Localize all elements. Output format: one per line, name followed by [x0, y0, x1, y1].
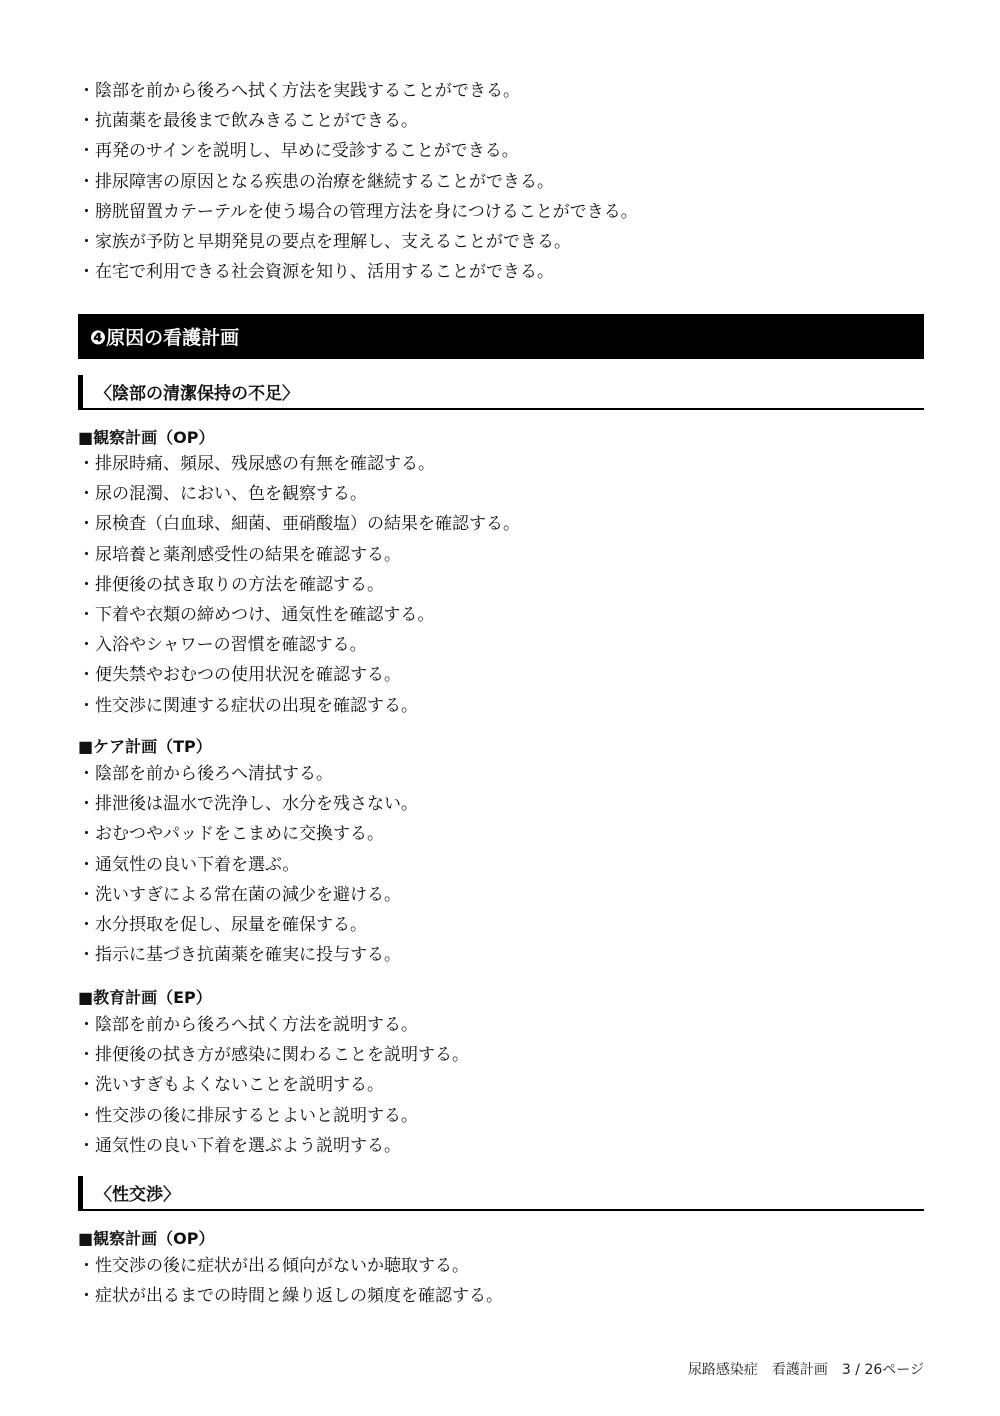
- list-item: ・ おむつやパッドをこまめに交換する。: [78, 819, 418, 849]
- goal-list: [78, 76, 638, 287]
- plan-list-tp: [78, 759, 418, 970]
- list-item: ・ 下着や衣類の締めつけ、通気性を確認する。: [78, 600, 520, 630]
- list-item: ・ 尿検査（白血球、細菌、亜硝酸塩）の結果を確認する。: [78, 509, 520, 539]
- plan-title-op: ■ 観察計画（OP）: [78, 425, 214, 448]
- list-item: ・ 性交渉に関連する症状の出現を確認する。: [78, 691, 520, 721]
- list-item: ・ 抗菌薬を最後まで飲みきることができる。: [78, 106, 638, 136]
- list-item: ・ 尿の混濁、におい、色を観察する。: [78, 479, 520, 509]
- list-item: ・ 排尿時痛、頻尿、残尿感の有無を確認する。: [78, 449, 520, 479]
- section-title: ❹原因の看護計画: [90, 327, 240, 349]
- list-item: ・ 排便後の拭き方が感染に関わることを説明する。: [78, 1040, 469, 1070]
- list-item: ・ 性交渉の後に排尿するとよいと説明する。: [78, 1101, 469, 1131]
- subsection-title: 〈性交渉〉: [95, 1185, 180, 1205]
- plan-list-ep: [78, 1010, 469, 1161]
- plan-list-op: [78, 449, 520, 721]
- list-item: ・ 通気性の良い下着を選ぶ。: [78, 850, 418, 880]
- subsection-heading-hygiene: [78, 375, 924, 410]
- list-item: ・ 尿培養と薬剤感受性の結果を確認する。: [78, 540, 520, 570]
- list-item: ・ 便失禁やおむつの使用状況を確認する。: [78, 660, 520, 690]
- list-item: ・ 排便後の拭き取りの方法を確認する。: [78, 570, 520, 600]
- list-item: ・ 在宅で利用できる社会資源を知り、活用することができる。: [78, 257, 638, 287]
- subsection-heading-intercourse: [78, 1176, 924, 1211]
- list-item: ・ 性交渉の後に症状が出る傾向がないか聴取する。: [78, 1251, 503, 1281]
- list-item: ・ 排泄後は温水で洗浄し、水分を残さない。: [78, 789, 418, 819]
- heading-bar: [78, 1176, 83, 1209]
- plan-list-op-2: [78, 1251, 503, 1311]
- list-item: ・ 家族が予防と早期発見の要点を理解し、支えることができる。: [78, 227, 638, 257]
- list-item: ・ 再発のサインを説明し、早めに受診することができる。: [78, 136, 638, 166]
- plan-title-op-2: ■ 観察計画（OP）: [78, 1226, 214, 1249]
- list-item: ・ 陰部を前から後ろへ拭く方法を説明する。: [78, 1010, 469, 1040]
- list-item: ・ 洗いすぎもよくないことを説明する。: [78, 1070, 469, 1100]
- heading-bar: [78, 375, 83, 408]
- list-item: ・ 陰部を前から後ろへ清拭する。: [78, 759, 418, 789]
- list-item: ・ 膀胱留置カテーテルを使う場合の管理方法を身につけることができる。: [78, 197, 638, 227]
- section-banner: [78, 314, 924, 359]
- subsection-title: 〈陰部の清潔保持の不足〉: [95, 384, 299, 404]
- plan-title-ep: ■ 教育計画（EP）: [78, 985, 212, 1008]
- list-item: ・ 症状が出るまでの時間と繰り返しの頻度を確認する。: [78, 1281, 503, 1311]
- list-item: ・ 水分摂取を促し、尿量を確保する。: [78, 910, 418, 940]
- list-item: ・ 排尿障害の原因となる疾患の治療を継続することができる。: [78, 167, 638, 197]
- page-footer: 尿路感染症 看護計画 3 / 26ページ: [687, 1362, 924, 1378]
- list-item: ・ 入浴やシャワーの習慣を確認する。: [78, 630, 520, 660]
- list-item: ・ 陰部を前から後ろへ拭く方法を実践することができる。: [78, 76, 638, 106]
- list-item: ・ 指示に基づき抗菌薬を確実に投与する。: [78, 940, 418, 970]
- plan-title-tp: ■ ケア計画（TP）: [78, 734, 212, 757]
- list-item: ・ 通気性の良い下着を選ぶよう説明する。: [78, 1131, 469, 1161]
- list-item: ・ 洗いすぎによる常在菌の減少を避ける。: [78, 880, 418, 910]
